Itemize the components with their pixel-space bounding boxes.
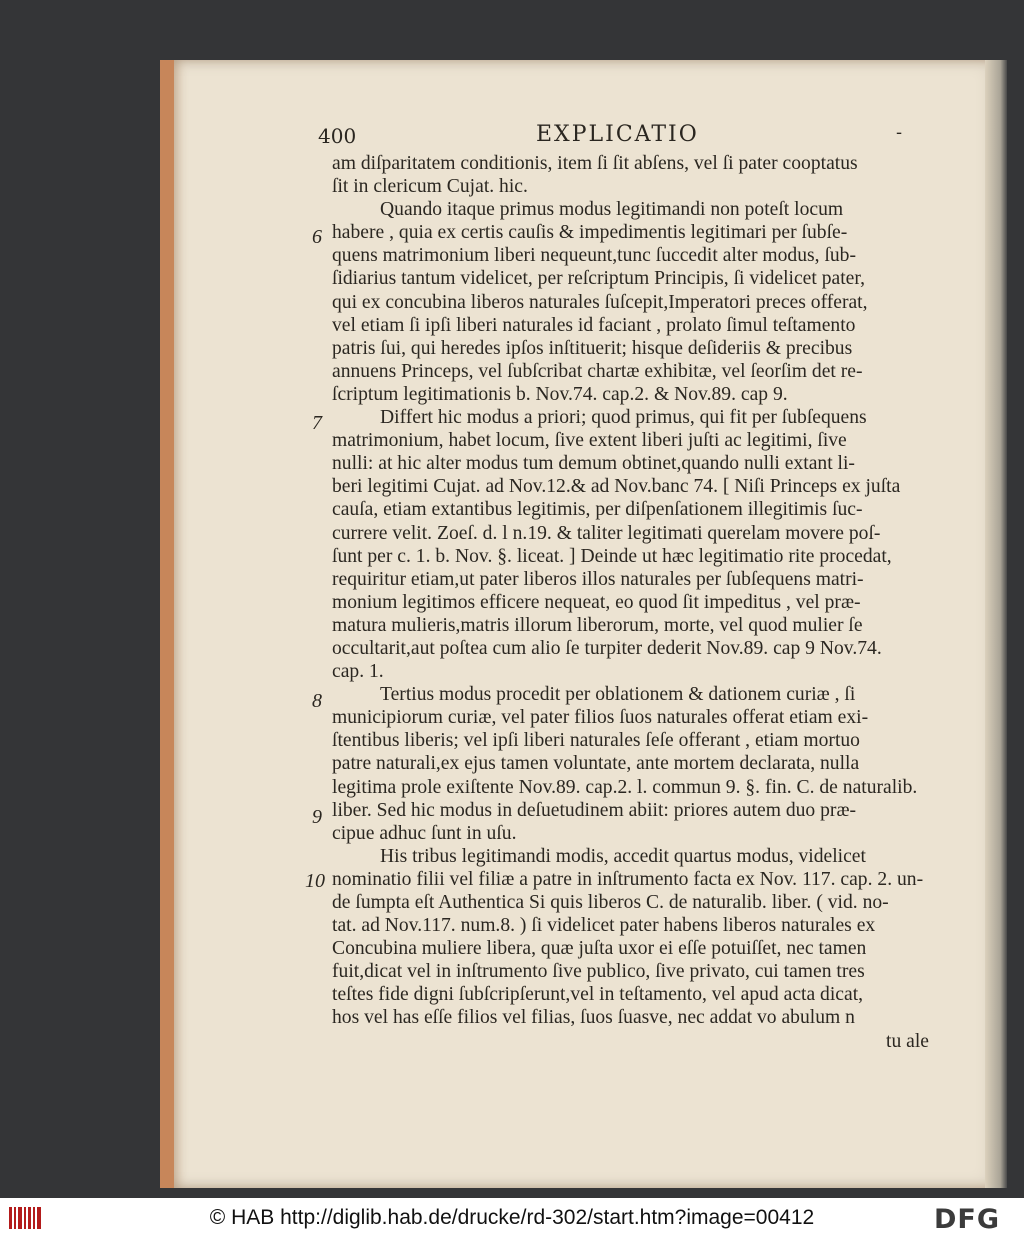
catchword-line: tu ale [886, 1030, 929, 1052]
paragraph-start-line: Differt hic modus a priori; quod primus, qui fit per ſubſequens [380, 407, 867, 429]
dfg-logo: DFG [934, 1204, 1001, 1235]
text-line: municipiorum curiæ, vel pater filios ſuos naturales offerat etiam exi- [332, 707, 869, 729]
margin-number-7: 7 [312, 412, 322, 434]
paragraph-start-line: Tertius modus procedit per oblationem & dationem curiæ , ſi [380, 684, 856, 706]
margin-number-9: 9 [312, 806, 322, 828]
text-line: currere velit. Zoeſ. d. l n.19. & taliter legitimati querelam movere poſ- [332, 522, 881, 544]
text-line: liber. Sed hic modus in deſuetudinem abiit: priores autem duo præ- [332, 799, 857, 821]
text-line: cipue adhuc ſunt in uſu. [332, 822, 517, 844]
running-head: EXPLICATIO [536, 122, 699, 147]
text-line: ſit in clericum Cujat. hic. [332, 176, 528, 198]
text-line: habere , quia ex certis cauſis & impedimentis legitimari per ſubſe- [332, 222, 848, 244]
text-line: patre naturali,ex ejus tamen voluntate, ante mortem declarata, nulla [332, 753, 860, 775]
text-line: vel etiam ſi ipſi liberi naturales id faciant , prolato ſimul teſtamento [332, 314, 856, 336]
text-line: patris ſui, qui heredes ipſos inſtituerit; hisque deſideriis & precibus [332, 337, 853, 359]
text-line: ſtentibus liberis; vel ipſi liberi naturales ſeſe offerant , etiam mortuo [332, 730, 860, 752]
text-line: tat. ad Nov.117. num.8. ) ſi videlicet pater habens liberos naturales ex [332, 915, 876, 937]
header-mark: - [896, 122, 903, 143]
text-line: cauſa, etiam extantibus legitimis, per diſpenſationem illegitimis ſuc- [332, 499, 863, 521]
copyright-url[interactable]: © HAB http://diglib.hab.de/drucke/rd-302/start.htm?image=00412 [209, 1206, 815, 1229]
text-line: beri legitimi Cujat. ad Nov.12.& ad Nov.banc 74. [ Niſi Princeps ex juſta [332, 476, 901, 498]
text-line: ſcriptum legitimationis b. Nov.74. cap.2. & Nov.89. cap 9. [332, 383, 788, 405]
page-number: 400 [318, 124, 357, 148]
text-line: hos vel has eſſe filios vel filias, ſuos ſuasve, nec addat vo abulum n [332, 1007, 855, 1029]
paragraph-start-line: Quando itaque primus modus legitimandi non poteſt locum [380, 199, 844, 221]
text-line: nominatio filii vel filiæ a patre in inſtrumento facta ex Nov. 117. cap. 2. un- [332, 868, 924, 890]
text-line: fuit,dicat vel in inſtrumento ſive publico, ſive privato, cui tamen tres [332, 961, 865, 983]
text-line: quens matrimonium liberi nequeunt,tunc ſuccedit alter modus, ſub- [332, 245, 857, 267]
text-line: ſunt per c. 1. b. Nov. §. liceat. ] Deinde ut hæc legitimatio rite procedat, [332, 545, 892, 567]
text-line: ſidiarius tantum videlicet, per reſcriptum Principis, ſi videlicet pater, [332, 268, 865, 290]
text-line: occultarit,aut poſtea cum alio ſe turpiter dederit Nov.89. cap 9 Nov.74. [332, 637, 882, 659]
margin-number-10: 10 [305, 870, 325, 892]
text-line: matrimonium, habet locum, ſive extent liberi juſti ac legitimi, ſive [332, 430, 847, 452]
body-text [332, 152, 937, 1053]
text-line: nulli: at hic alter modus tum demum obtinet,quando nulli extant li- [332, 453, 855, 475]
text-line: cap. 1. [332, 661, 384, 683]
text-line: am diſparitatem conditionis, item ſi ſit abſens, vel ſi pater cooptatus [332, 153, 858, 174]
page-edge [985, 60, 1007, 1188]
text-line: qui ex concubina liberos naturales ſuſcepit,Imperatori preces offerat, [332, 291, 868, 313]
text-line: de ſumpta eſt Authentica Si quis liberos C. de naturalib. liber. ( vid. no- [332, 892, 889, 913]
margin-number-8: 8 [312, 690, 322, 712]
text-line: annuens Princeps, vel ſubſcribat chartæ exhibitæ, vel ſeorſim det re- [332, 360, 863, 382]
text-line: requiritur etiam,ut pater liberos illos naturales per ſubſequens matri- [332, 568, 864, 590]
paragraph-start-line: His tribus legitimandi modis, accedit quartus modus, videlicet [380, 845, 866, 867]
text-line: matura mulieris,matris illorum liberorum, morte, vel quod mulier ſe [332, 614, 863, 636]
viewer-footer [0, 1198, 1024, 1238]
text-line: teſtes fide digni ſubſcripſerunt,vel in teſtamento, vel apud acta dicat, [332, 984, 864, 1006]
text-line: monium legitimos efficere nequeat, eo quod ſit impeditus , vel præ- [332, 591, 861, 613]
text-line: legitima prole exiſtente Nov.89. cap.2. l. commun 9. §. fin. C. de naturalib. [332, 776, 918, 798]
text-line: Concubina muliere libera, quæ juſta uxor ei eſſe potuiſſet, nec tamen [332, 938, 867, 960]
margin-number-6: 6 [312, 226, 322, 248]
page-header [318, 120, 908, 150]
